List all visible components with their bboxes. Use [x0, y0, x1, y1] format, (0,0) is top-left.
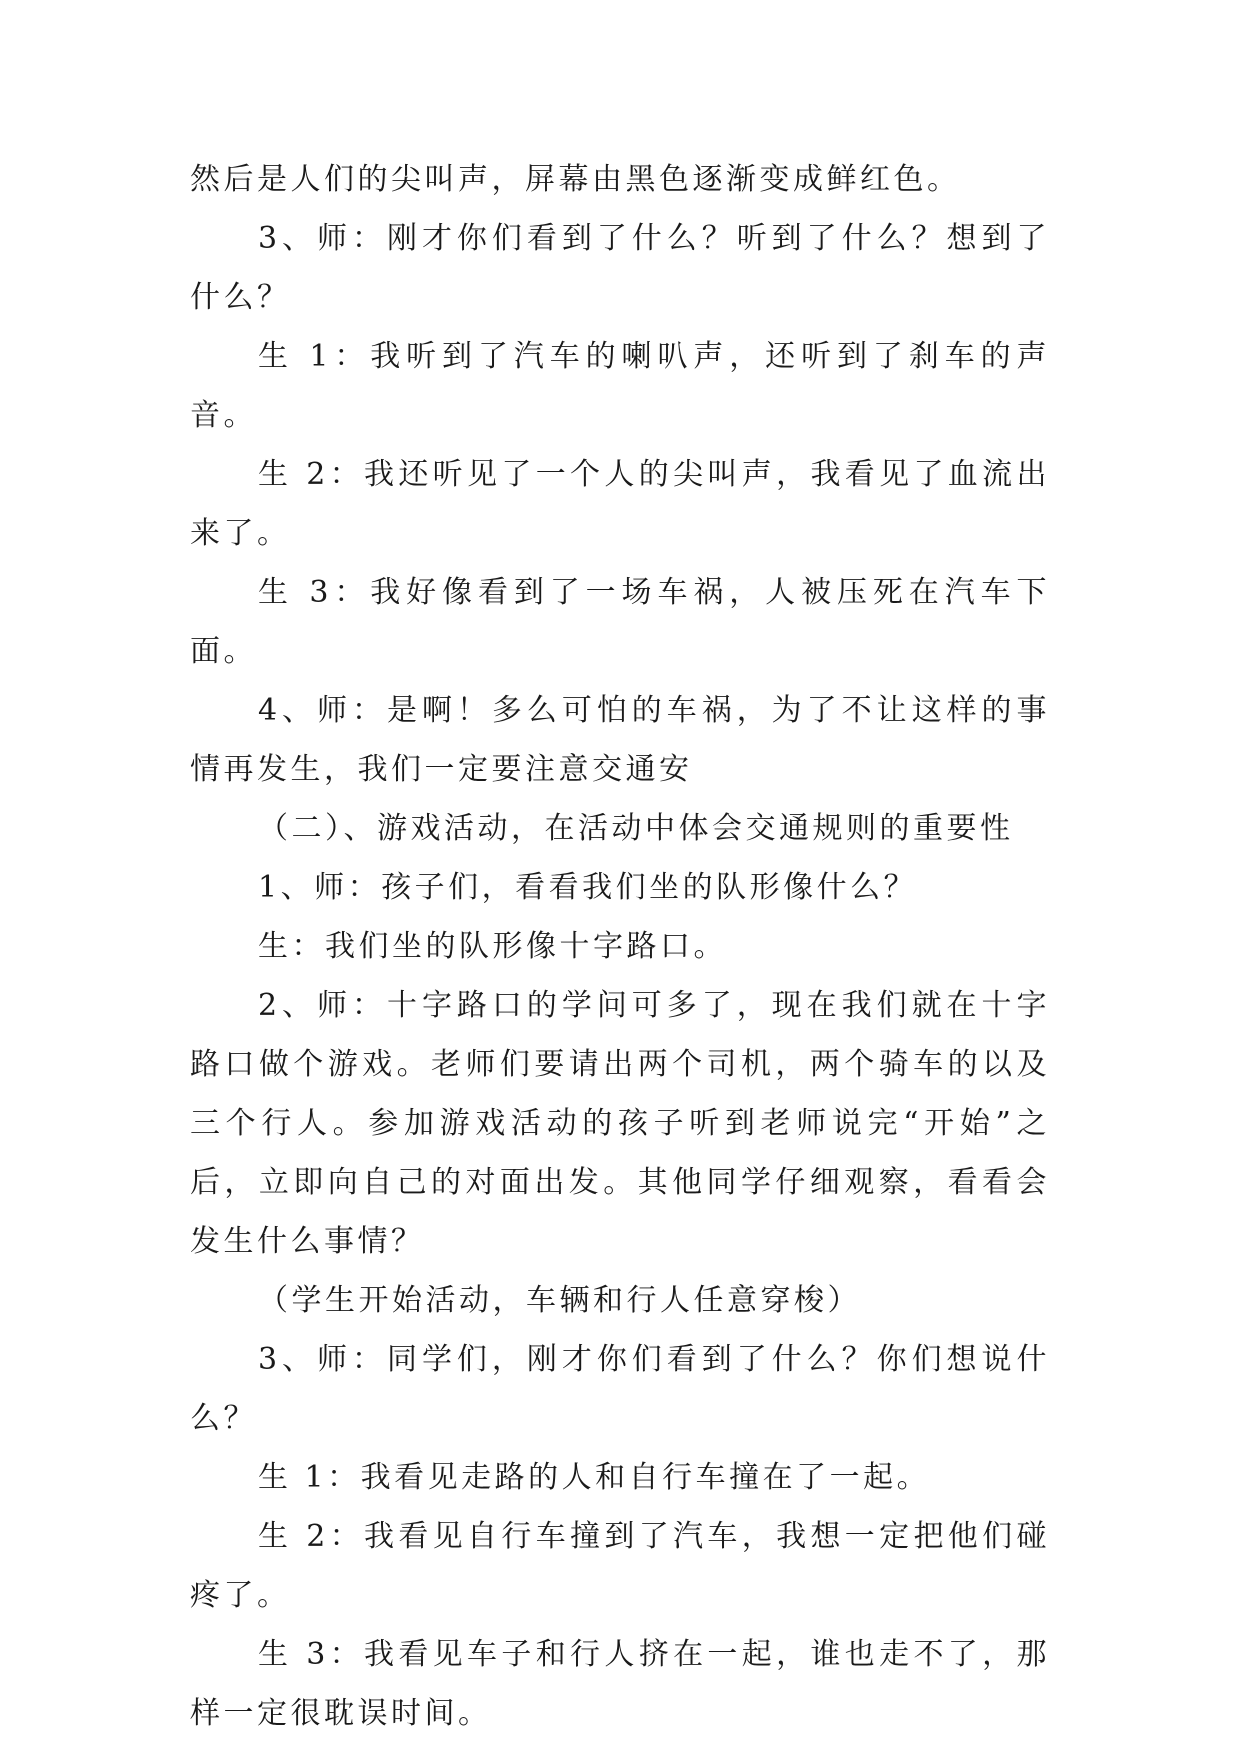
- document-body: [190, 150, 1050, 1743]
- paragraph-13: 生 1：我看见走路的人和自行车撞在了一起。: [258, 1460, 931, 1495]
- paragraph-2: 3、师：刚才你们看到了什么？听到了什么？想到了什么？: [190, 221, 1050, 315]
- paragraph-14: 生 2：我看见自行车撞到了汽车，我想一定把他们碰疼了。: [190, 1519, 1050, 1613]
- paragraph-12: 3、师：同学们，刚才你们看到了什么？你们想说什么？: [190, 1342, 1050, 1436]
- paragraph-9: 生：我们坐的队形像十字路口。: [258, 929, 727, 964]
- paragraph-8: 1、师：孩子们，看看我们坐的队形像什么？: [258, 870, 918, 905]
- paragraph-1: 然后是人们的尖叫声，屏幕由黑色逐渐变成鲜红色。: [190, 162, 961, 197]
- paragraph-10: 2、师：十字路口的学问可多了，现在我们就在十字路口做个游戏。老师们要请出两个司机，两个骑车的以及三个行人。参加游戏活动的孩子听到老师说完“开始”之后，立即向自己的对面出发。其他同学仔细观察，看看会发生什么事情？: [190, 988, 1050, 1259]
- paragraph-11: （学生开始活动，车辆和行人任意穿梭）: [258, 1283, 861, 1318]
- paragraph-3: 生 1：我听到了汽车的喇叭声，还听到了刹车的声音。: [190, 339, 1050, 433]
- section-heading: （二）、游戏活动，在活动中体会交通规则的重要性: [258, 811, 1014, 846]
- paragraph-6: 4、师：是啊！多么可怕的车祸，为了不让这样的事情再发生，我们一定要注意交通安: [190, 693, 1050, 787]
- paragraph-4: 生 2：我还听见了一个人的尖叫声，我看见了血流出来了。: [190, 457, 1050, 551]
- paragraph-5: 生 3：我好像看到了一场车祸，人被压死在汽车下面。: [190, 575, 1050, 669]
- paragraph-15: 生 3：我看见车子和行人挤在一起，谁也走不了，那样一定很耽误时间。: [190, 1637, 1050, 1731]
